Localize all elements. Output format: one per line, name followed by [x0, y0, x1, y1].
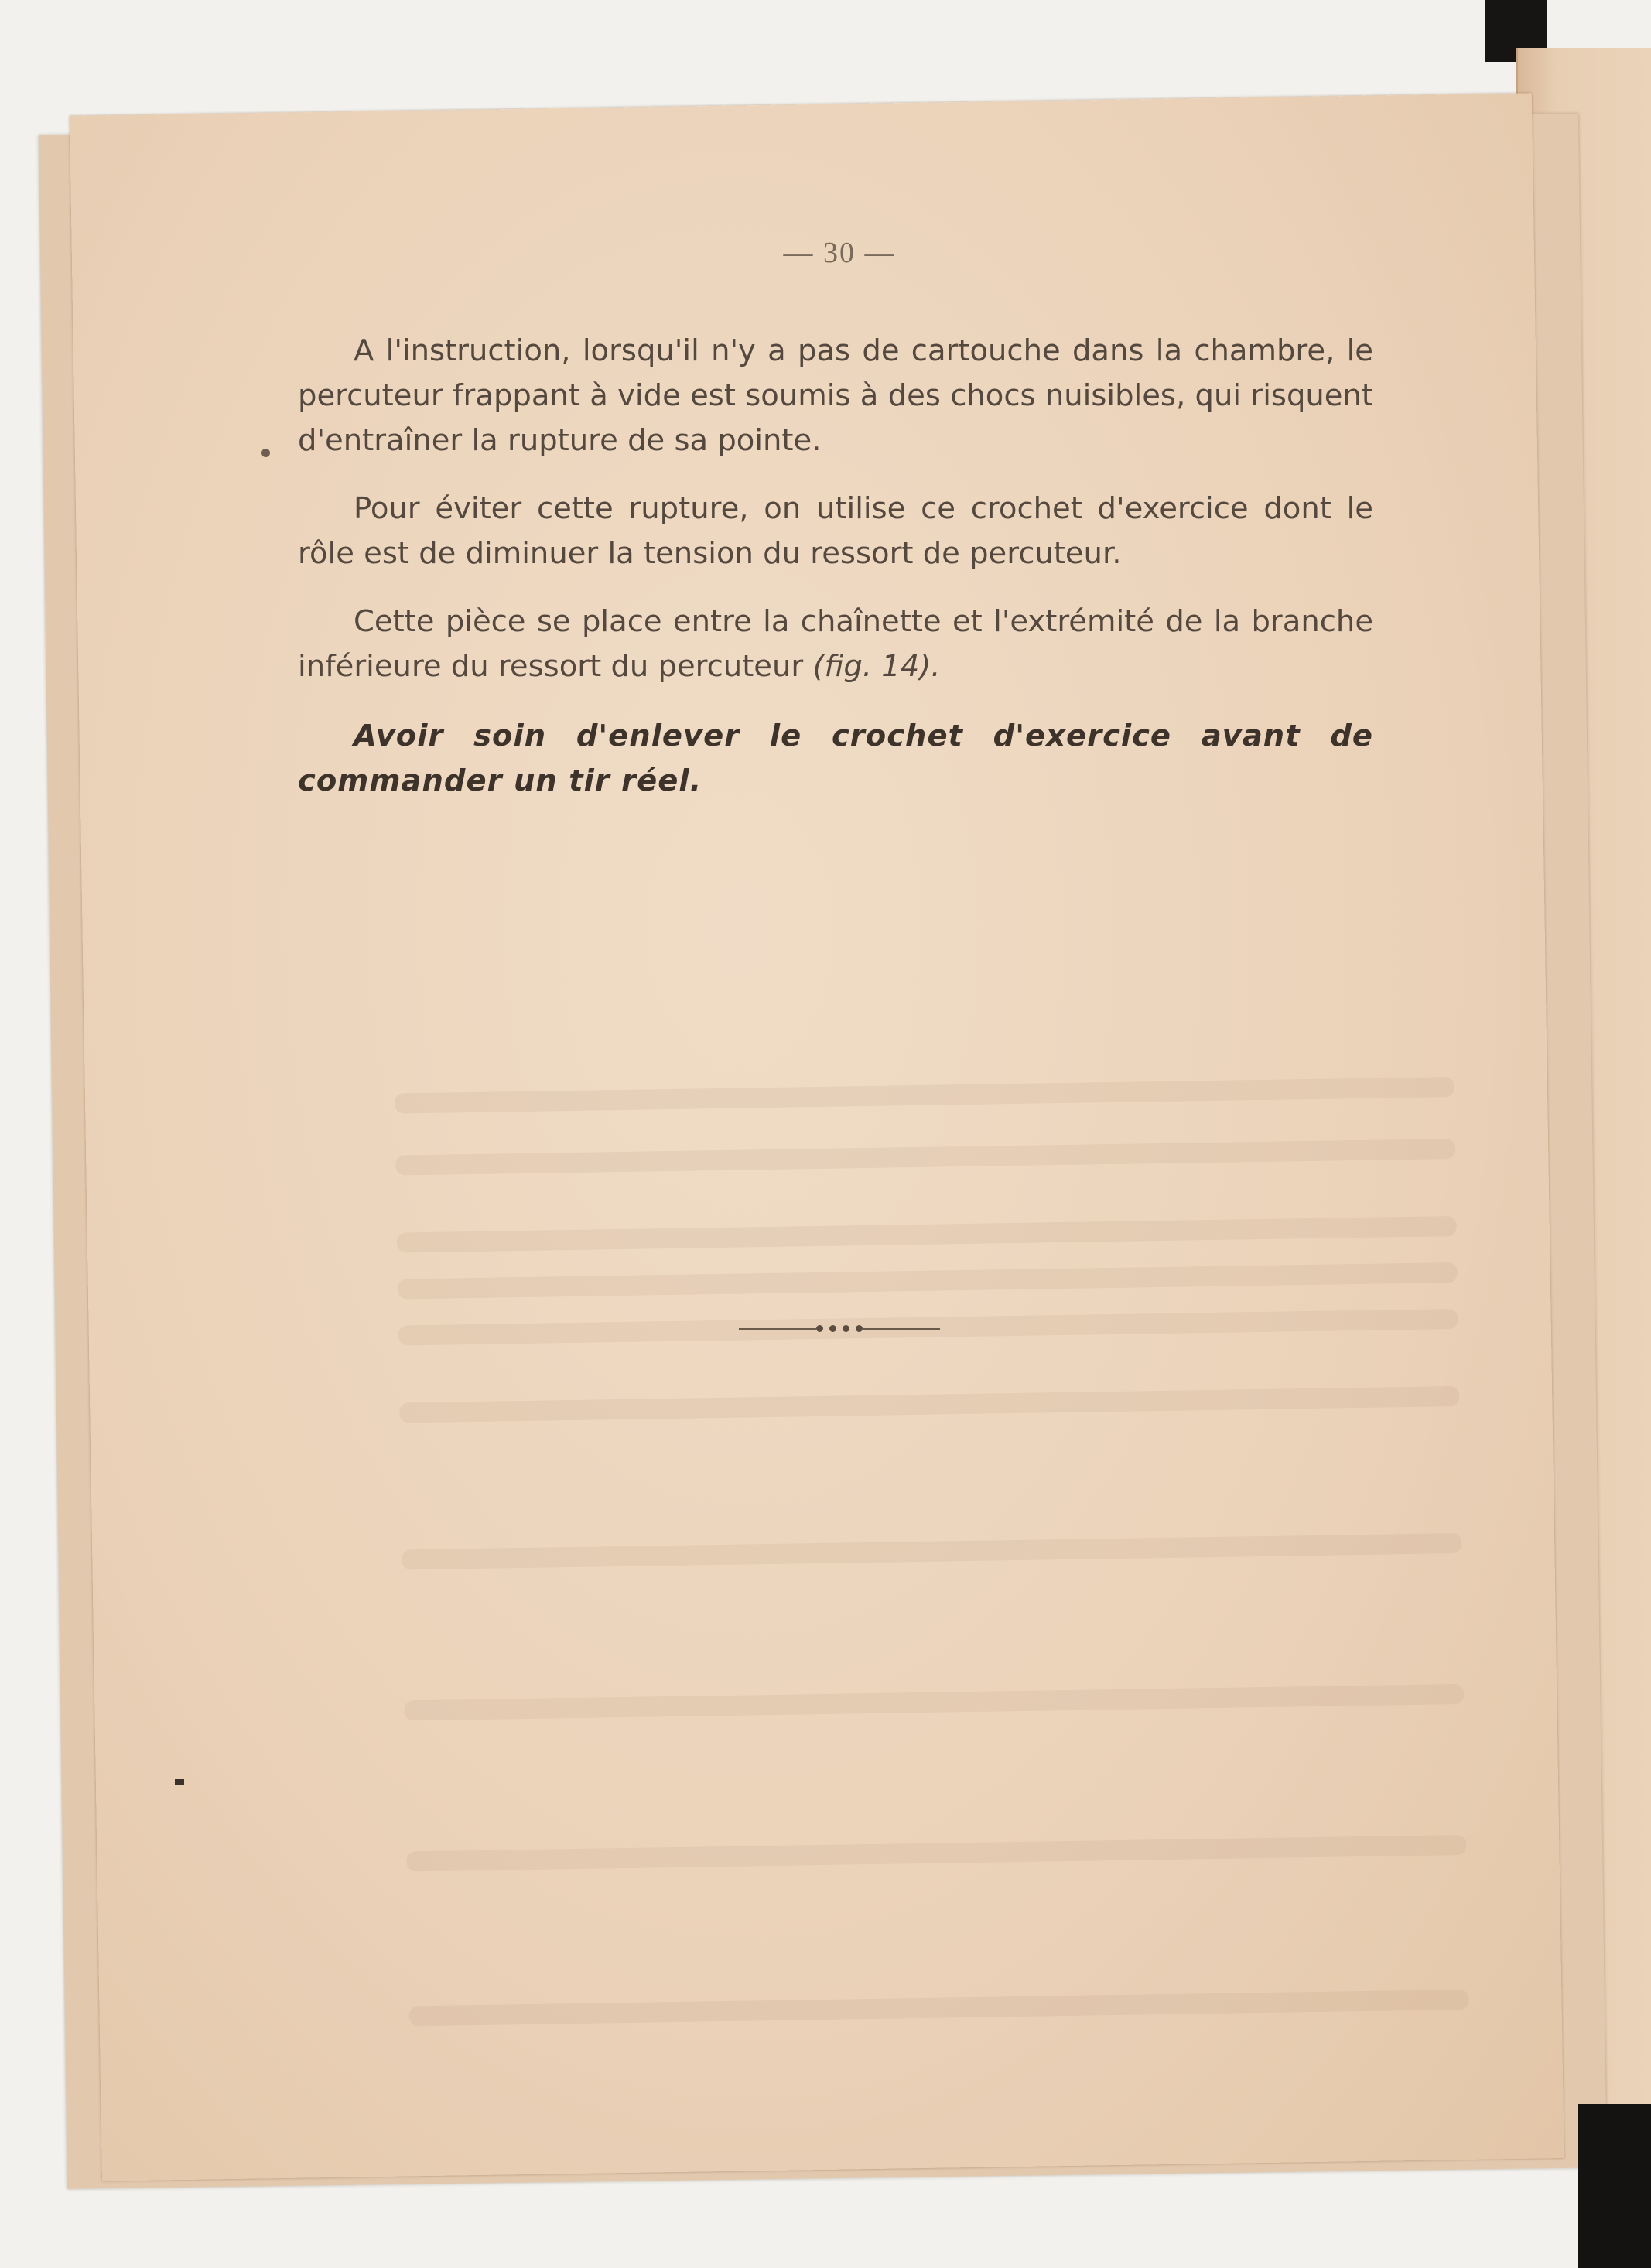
show-through-text [402, 1533, 1461, 1570]
divider-dot [856, 1325, 863, 1332]
page-text [298, 329, 1373, 834]
show-through-text [397, 1216, 1457, 1253]
warning-emphasis: Avoir soin d'enlever le crochet d'exercice avant de commander un tir réel. [298, 719, 1373, 798]
figure-reference: (fig. 14). [812, 649, 941, 684]
divider-dots [816, 1325, 863, 1333]
divider-dot [829, 1325, 836, 1332]
show-through-text [398, 1262, 1458, 1300]
divider-dot [843, 1325, 849, 1332]
margin-dot [261, 449, 270, 457]
paragraph-rupture: Pour éviter cette rupture, on utilise ce crochet d'exercice dont le rôle est de diminuer la tension du ressort de percuteur. [298, 491, 1373, 571]
divider-line-left [739, 1328, 816, 1330]
paragraph-placement-text: Cette pièce se place entre la chaînette et l'extrémité de la branche inférieure du ressort du percuteur [298, 604, 1373, 684]
divider-line-right [863, 1328, 940, 1330]
show-through-text [404, 1684, 1464, 1721]
show-through-text [395, 1077, 1454, 1114]
paragraph-instruction: A l'instruction, lorsqu'il n'y a pas de cartouche dans la chambre, le percuteur frappant à vide est soumis à des chocs nuisibles, qui risquent d'entraîner la rupture de sa pointe. [298, 333, 1373, 458]
show-through-text [406, 1835, 1466, 1872]
margin-mark [175, 1779, 184, 1785]
show-through-text [399, 1386, 1459, 1423]
paragraph-placement [298, 599, 1373, 689]
show-through-text [395, 1139, 1455, 1176]
section-divider-ornament [739, 1324, 940, 1334]
divider-dot [816, 1325, 823, 1332]
page-number: — 30 — [783, 237, 896, 269]
book-edge-bottom [1578, 2104, 1651, 2268]
show-through-text [408, 1990, 1468, 2027]
